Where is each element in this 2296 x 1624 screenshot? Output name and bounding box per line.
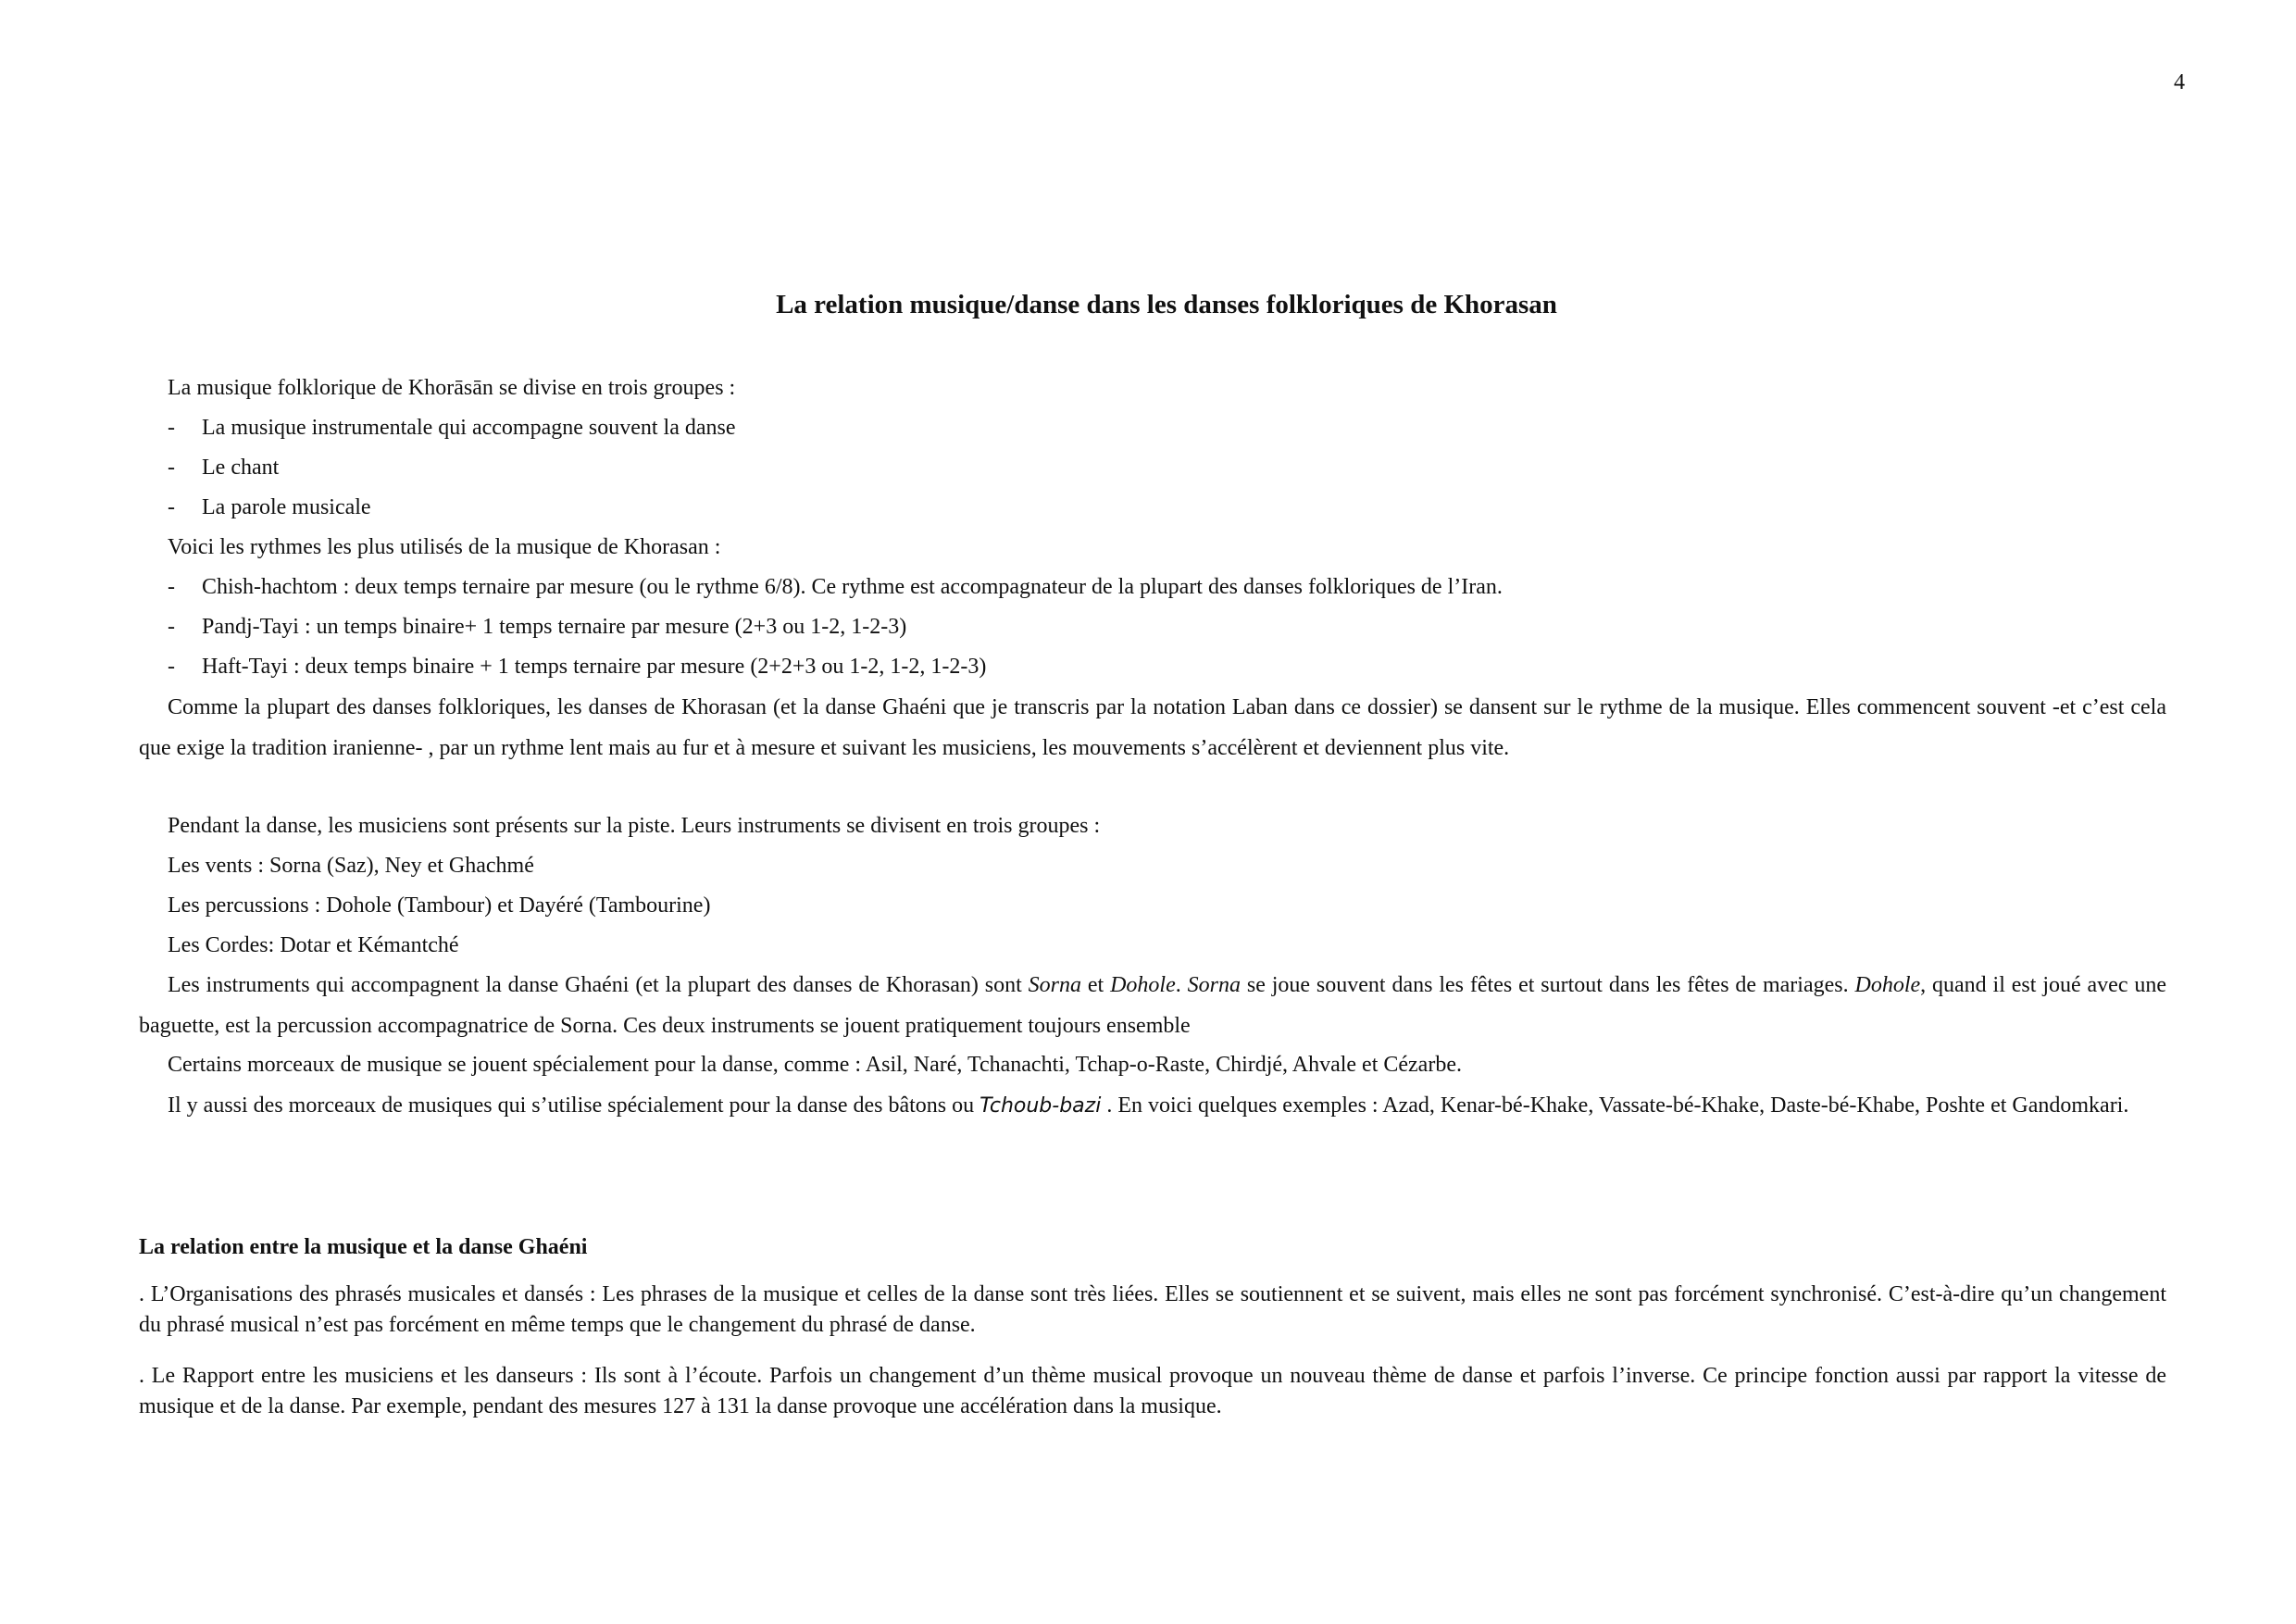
pieces-dance: Certains morceaux de musique se jouent spécialement pour la danse, comme : Asil, Naré, Tchanachti, Tchap-o-Raste, Chirdjé, Ahvale et Cézarbe. — [168, 1053, 1462, 1077]
instrument-group: Les vents : Sorna (Saz), Ney et Ghachmé — [168, 854, 534, 878]
page-number: 4 — [2174, 70, 2185, 94]
document-body: La musique folklorique de Khorāsān se divise en trois groupes : - La musique instrumentale qui accompagne souvent la danse - Le chant - La parole musicale Voici les rythmes les plus utilisés de la musique de Khorasan : - Chish-hachtom : deux temps ternaire par mesure (ou le rythme 6/8). Ce rythme est accompagnateur de la plupart des danses folkloriques de l’Iran. - Pandj-Tayi : un temps binaire+ 1 temps ternaire par mesure (2+3 ou 1-2, 1-2-3) - Haft-Tayi : deux temps binaire + 1 temps ternaire par mesure (2+2+3 ou 1-2, 1-2, 1-2-3) Comme la plupart des danses folkloriques, les danses de Khorasan (et la danse Ghaéni que je transcris par la notation Laban dans ce dossier) se dansent sur le rythme de la musique. Elles commencent souvent -et c’est cela que exige la tradition iranienne- , par un rythme lent mais au fur et à mesure et suivant les musiciens, les mouvements s’accélèrent et deviennent plus vite. Pendant la danse, les musiciens sont présents sur la piste. Leurs instruments se divisent en trois groupes : Les vents : Sorna (Saz), Ney et Ghachmé Les percussions : Dohole (Tambour) et Dayéré (Tambourine) Les Cordes: Dotar et Kémantché Les instruments qui accompagnent la danse Ghaéni (et la plupart des danses de Khorasan) sont Sorna et Dohole. Sorna se joue souvent dans les fêtes et surtout dans les fêtes de mariages. Dohole, quand il est joué avec une baguette, est la percussion accompagnatrice de Sorna. Ces deux instruments se jouent pratiquement toujours ensemble Certains morceaux de musique se jouent spécialement pour la danse, comme : Asil, Naré, Tchanachti, Tchap-o-Raste, Chirdjé, Ahvale et Cézarbe. Il y aussi des morceaux de musiques qui s’utilise spécialement pour la danse des bâtons ou Tchoub-bazi . En voici quelques exemples : Azad, Kenar-bé-Khake, Vassate-bé-Khake, Daste-bé-Khabe, Poshte et Gandomkari. La relation entre la musique et la danse Ghaéni . L’Organisations des phrasés musicales et dansés : Les phrases de la musique et celles de la danse sont très liées. Elles se soutiennent et se suivent, mais elles ne sont pas forcément synchronisé. C’est-à-dire qu’un changement du phrasé musical n’est pas forcément en même temps que le changement du phrasé de danse. . Le Rapport entre les musiciens et les danseurs : Ils sont à l’écoute. Parfois un changement d’un thème musical provoque un nouveau thème de danse et parfois l’inverse. Ce principe fonction aussi par rapport la vitesse de musique et de la danse. Par exemple, pendant des mesures 127 à 131 la danse provoque une accélération dans la musique. — [139, 0, 2166, 1624]
intro-line: La musique folklorique de Khorāsān se divise en trois groupes : — [168, 376, 736, 400]
paragraph-folklore: Comme la plupart des danses folkloriques, les danses de Khorasan (et la danse Ghaéni que je transcris par la notation Laban dans ce dossier) se dansent sur le rythme de la musique. Elles commencent souvent -et c’est cela que exige la tradition iranienne- , par un rythme lent mais au fur et à mesure et suivant les musiciens, les mouvements s’accélèrent et deviennent plus vite. — [139, 695, 2166, 760]
relation-paragraph: . Le Rapport entre les musiciens et les danseurs : Ils sont à l’écoute. Parfois un changement d’un thème musical provoque un nouveau thème de danse et parfois l’inverse. Ce principe fonction aussi par rapport la vitesse de musique et de la danse. Par exemple, pendant des mesures 127 à 131 la danse provoque une accélération dans la musique. — [139, 1364, 2166, 1418]
instrument-group: Les Cordes: Dotar et Kémantché — [168, 933, 459, 957]
instrument-group: Les percussions : Dohole (Tambour) et Dayéré (Tambourine) — [168, 893, 711, 918]
relation-paragraph: . L’Organisations des phrasés musicales et dansés : Les phrases de la musique et celles de la danse sont très liées. Elles se soutiennent et se suivent, mais elles ne sont pas forcément synchronisé. C’est-à-dire qu’un changement du phrasé musical n’est pas forcément en même temps que le changement du phrasé de danse. — [139, 1282, 2166, 1337]
section-heading: La relation entre la musique et la danse Ghaéni — [139, 1235, 588, 1259]
musicians-intro: Pendant la danse, les musiciens sont présents sur la piste. Leurs instruments se divisent en trois groupes : — [168, 814, 1101, 838]
paragraph-sticks: Il y aussi des morceaux de musiques qui s’utilise spécialement pour la danse des bâtons ou Tchoub-bazi . En voici quelques exemples : Azad, Kenar-bé-Khake, Vassate-bé-Khake, Daste-bé-Khabe, Poshte et Gandomkari. — [168, 1093, 2129, 1118]
rhythms-intro: Voici les rythmes les plus utilisés de la musique de Khorasan : — [168, 535, 721, 559]
page-title: La relation musique/danse dans les danses folkloriques de Khorasan — [776, 290, 1557, 319]
paragraph-instruments: Les instruments qui accompagnent la danse Ghaéni (et la plupart des danses de Khorasan) sont Sorna et Dohole. Sorna se joue souvent dans les fêtes et surtout dans les fêtes de mariages. Dohole, quand il est joué avec une baguette, est la percussion accompagnatrice de Sorna. Ces deux instruments se jouent pratiquement toujours ensemble — [139, 973, 2167, 1038]
